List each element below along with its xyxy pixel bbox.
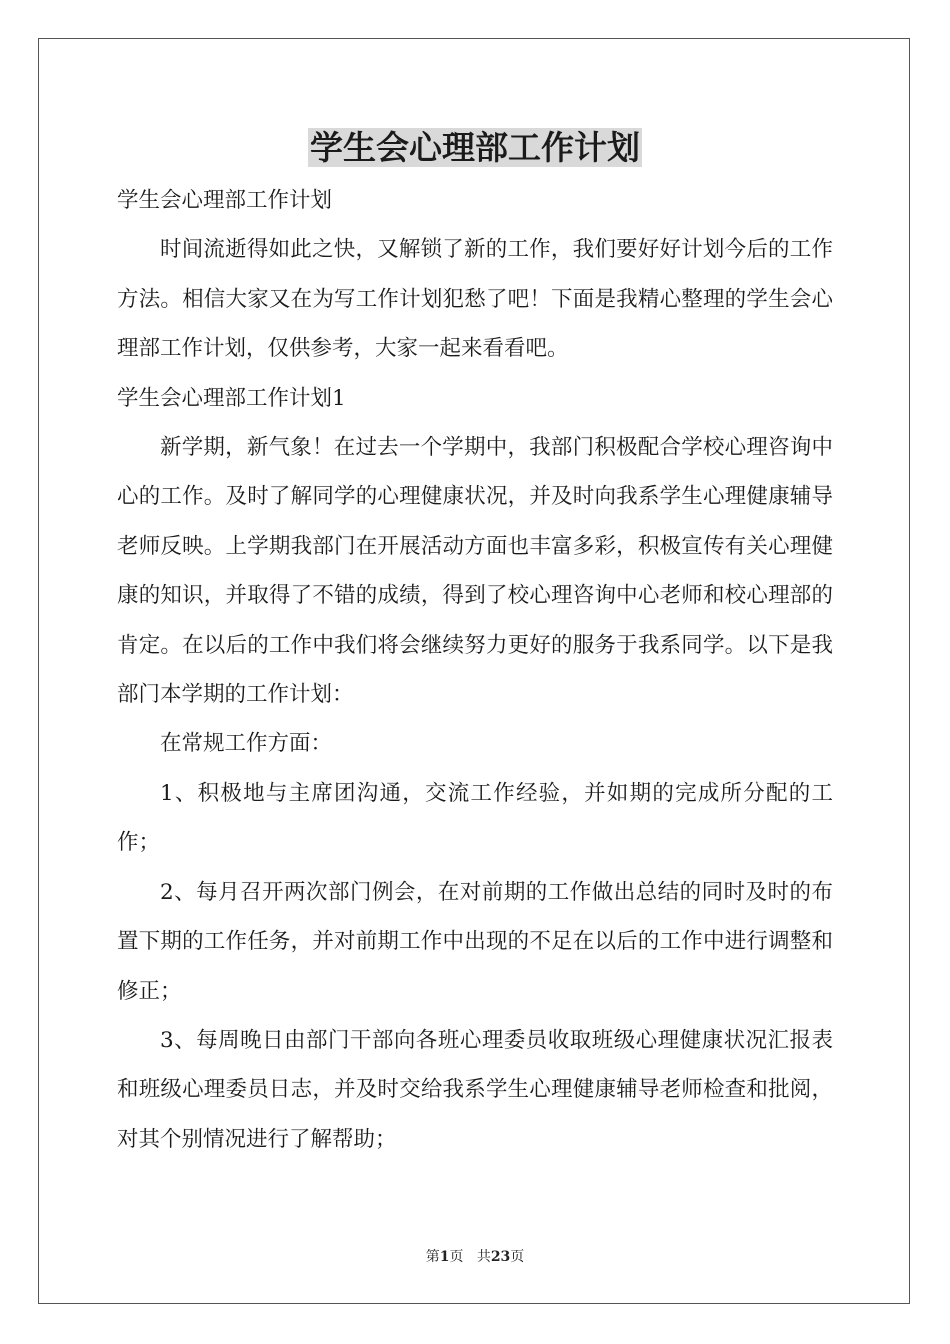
page-number: 1	[439, 1249, 450, 1265]
list-item-3: 3、每周晚日由部门干部向各班心理委员收取班级心理健康状况汇报表和班级心理委员日志，并及时交给我系学生心理健康辅导老师检查和批阅，对其个别情况进行了解帮助；	[117, 1027, 833, 1152]
document-title	[0, 124, 950, 172]
total-pages: 23	[490, 1249, 511, 1265]
page-footer	[0, 1246, 950, 1266]
document-title-text: 学生会心理部工作计划	[310, 128, 640, 167]
paragraph-subtitle: 学生会心理部工作计划	[117, 188, 333, 213]
total-prefix: 共	[476, 1249, 491, 1265]
section-heading-1: 学生会心理部工作计划1	[117, 385, 346, 411]
document-body	[117, 176, 833, 1164]
list-item-2: 2、每月召开两次部门例会，在对前期的工作做出总结的同时及时的布置下期的工作任务，并对前期工作中出现的不足在以后的工作中进行调整和修正；	[117, 879, 833, 1004]
total-suffix: 页	[510, 1249, 525, 1265]
paragraph-intro: 时间流逝得如此之快，又解锁了新的工作，我们要好好计划今后的工作方法。相信大家又在为写工作计划犯愁了吧！下面是我精心整理的学生会心理部工作计划，仅供参考，大家一起来看看吧。	[117, 237, 833, 362]
list-item-1: 1、积极地与主席团沟通，交流工作经验，并如期的完成所分配的工作；	[117, 780, 833, 856]
page-suffix: 页	[449, 1249, 464, 1265]
paragraph-routine-heading: 在常规工作方面：	[160, 731, 333, 757]
page-prefix: 第	[425, 1249, 440, 1265]
paragraph-overview: 新学期，新气象！在过去一个学期中，我部门积极配合学校心理咨询中心的工作。及时了解同学的心理健康状况，并及时向我系学生心理健康辅导老师反映。上学期我部门在开展活动方面也丰富多彩，积极宣传有关心理健康的知识，并取得了不错的成绩，得到了校心理咨询中心老师和校心理部的肯定。在以后的工作中我们将会继续努力更好的服务于我系同学。以下是我部门本学期的工作计划：	[117, 435, 833, 708]
